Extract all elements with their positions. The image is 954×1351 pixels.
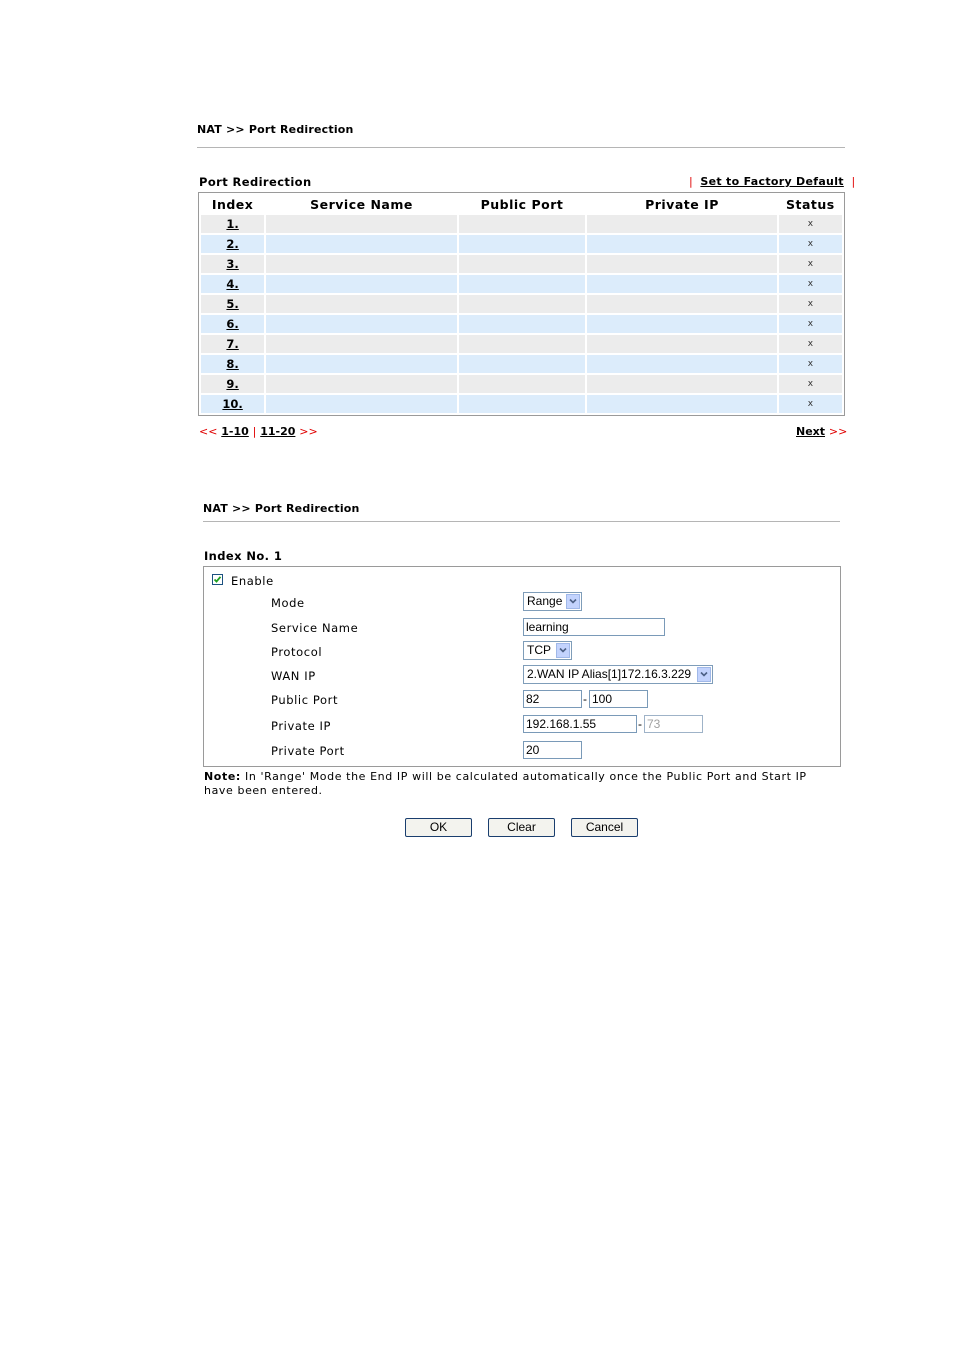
private-port-input[interactable]: 20: [523, 741, 582, 759]
status-cell: x: [779, 315, 842, 333]
next-link[interactable]: Next: [796, 425, 826, 438]
service-name-cell: [266, 235, 457, 253]
row-index-link[interactable]: 3.: [226, 257, 239, 271]
pager-separator: |: [252, 425, 257, 438]
table-row: [201, 375, 842, 393]
status-cell: x: [779, 395, 842, 413]
service-name-cell: [266, 335, 457, 353]
public-port-cell: [459, 355, 585, 373]
service-name-input[interactable]: learning: [523, 618, 665, 636]
column-header-status: Status: [786, 196, 835, 212]
range-mode-note: [204, 770, 834, 798]
table-row: [201, 255, 842, 273]
row-index-cell: [201, 375, 264, 393]
public-port-cell: [459, 275, 585, 293]
row-index-cell: [201, 315, 264, 333]
status-cell: x: [779, 255, 842, 273]
ok-button[interactable]: OK: [405, 818, 472, 837]
column-header-public-port: Public Port: [480, 196, 564, 212]
row-index-cell: [201, 275, 264, 293]
row-index-link[interactable]: 6.: [226, 317, 239, 331]
row-index-link[interactable]: 10.: [222, 397, 243, 411]
service-name-cell: [266, 275, 457, 293]
pagination: [199, 425, 318, 438]
private-ip-cell: [587, 255, 777, 273]
private-ip-cell: [587, 215, 777, 233]
next-arrows: >>: [828, 425, 848, 438]
private-ip-cell: [587, 315, 777, 333]
private-ip-start-input[interactable]: 192.168.1.55: [523, 715, 637, 733]
table-row: [201, 275, 842, 293]
checkmark-icon: [213, 575, 222, 584]
divider-edit: [203, 521, 840, 522]
private-ip-dash: -: [638, 717, 642, 731]
next-page: [796, 425, 847, 438]
protocol-label: Protocol: [271, 645, 323, 659]
cancel-button[interactable]: Cancel: [571, 818, 638, 837]
divider-top: [197, 147, 845, 148]
private-ip-end-input[interactable]: 73: [644, 715, 703, 733]
wan-ip-label: WAN IP: [271, 669, 316, 683]
clear-button[interactable]: Clear: [488, 818, 555, 837]
factory-separator-right: |: [851, 175, 856, 188]
chevron-down-icon: [556, 643, 570, 658]
public-port-label: Public Port: [271, 693, 339, 707]
table-row: [201, 355, 842, 373]
row-index-cell: [201, 255, 264, 273]
mode-value: Range: [527, 594, 563, 608]
service-name-cell: [266, 375, 457, 393]
status-cell: x: [779, 215, 842, 233]
private-ip-cell: [587, 335, 777, 353]
row-index-cell: [201, 235, 264, 253]
private-ip-cell: [587, 355, 777, 373]
public-port-cell: [459, 295, 585, 313]
section-title: Port Redirection: [199, 175, 312, 189]
public-port-cell: [459, 255, 585, 273]
wan-ip-value: 2.WAN IP Alias[1]172.16.3.229: [527, 667, 692, 681]
table-row: [201, 295, 842, 313]
protocol-select[interactable]: [523, 641, 572, 660]
column-header-index: Index: [211, 196, 254, 212]
private-ip-cell: [587, 235, 777, 253]
wan-ip-select[interactable]: [523, 665, 713, 684]
mode-label: Mode: [271, 596, 305, 610]
chevron-down-icon: [697, 667, 711, 682]
private-port-label: Private Port: [271, 744, 345, 758]
table-row: [201, 235, 842, 253]
service-name-cell: [266, 315, 457, 333]
table-row: [201, 335, 842, 353]
public-port-cell: [459, 375, 585, 393]
service-name-cell: [266, 395, 457, 413]
enable-checkbox[interactable]: [212, 574, 223, 585]
set-factory-default-link[interactable]: Set to Factory Default: [700, 175, 844, 188]
range-next-arrows: >>: [299, 425, 318, 438]
row-index-cell: [201, 355, 264, 373]
port-redirection-table: [198, 192, 845, 416]
private-ip-cell: [587, 375, 777, 393]
column-header-service-name: Service Name: [310, 196, 413, 212]
public-port-start-input[interactable]: 82: [523, 690, 582, 708]
factory-default-area: [689, 175, 855, 188]
row-index-link[interactable]: 1.: [226, 217, 239, 231]
note-label: Note:: [204, 770, 241, 783]
service-name-cell: [266, 295, 457, 313]
row-index-link[interactable]: 5.: [226, 297, 239, 311]
page-breadcrumb-edit: NAT >> Port Redirection: [203, 502, 360, 515]
index-title: Index No. 1: [204, 549, 283, 563]
service-name-cell: [266, 355, 457, 373]
enable-label: Enable: [231, 574, 274, 588]
table-header-row: [201, 195, 842, 213]
public-port-cell: [459, 395, 585, 413]
table-row: [201, 215, 842, 233]
row-index-link[interactable]: 9.: [226, 377, 239, 391]
row-index-cell: [201, 395, 264, 413]
row-index-cell: [201, 295, 264, 313]
public-port-cell: [459, 315, 585, 333]
status-cell: x: [779, 375, 842, 393]
service-name-cell: [266, 255, 457, 273]
private-ip-cell: [587, 395, 777, 413]
private-ip-cell: [587, 275, 777, 293]
note-text: In 'Range' Mode the End IP will be calculated automatically once the Public Port and Start IP have been entered.: [204, 770, 807, 797]
private-ip-label: Private IP: [271, 719, 332, 733]
prev-arrows: <<: [199, 425, 218, 438]
chevron-down-icon: [566, 594, 580, 609]
mode-select[interactable]: [523, 592, 582, 611]
row-index-link[interactable]: 4.: [226, 277, 239, 291]
service-name-label: Service Name: [271, 621, 359, 635]
public-port-cell: [459, 335, 585, 353]
status-cell: x: [779, 235, 842, 253]
private-ip-cell: [587, 295, 777, 313]
row-index-link[interactable]: 7.: [226, 337, 239, 351]
protocol-value: TCP: [527, 643, 551, 657]
column-header-private-ip: Private IP: [645, 196, 719, 212]
page-range-1-10[interactable]: 1-10: [221, 425, 249, 438]
status-cell: x: [779, 355, 842, 373]
row-index-cell: [201, 215, 264, 233]
table-row: [201, 315, 842, 333]
row-index-link[interactable]: 8.: [226, 357, 239, 371]
table-row: [201, 395, 842, 413]
row-index-link[interactable]: 2.: [226, 237, 239, 251]
service-name-cell: [266, 215, 457, 233]
status-cell: x: [779, 295, 842, 313]
row-index-cell: [201, 335, 264, 353]
public-port-cell: [459, 215, 585, 233]
page-range-11-20[interactable]: 11-20: [260, 425, 296, 438]
status-cell: x: [779, 335, 842, 353]
public-port-dash: -: [583, 692, 587, 706]
page-breadcrumb-top: NAT >> Port Redirection: [197, 123, 354, 136]
status-cell: x: [779, 275, 842, 293]
public-port-end-input[interactable]: 100: [589, 690, 648, 708]
factory-separator-left: |: [689, 175, 693, 188]
public-port-cell: [459, 235, 585, 253]
